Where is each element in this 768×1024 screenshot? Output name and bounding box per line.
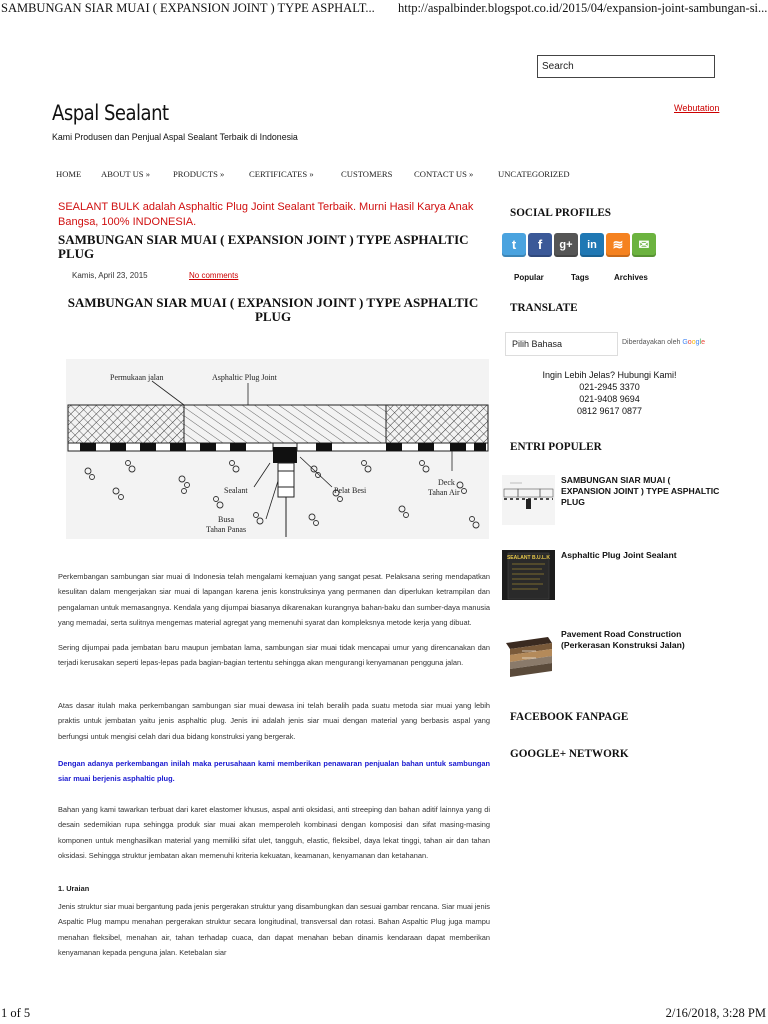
translate-heading: TRANSLATE [510, 302, 578, 314]
site-title[interactable]: Aspal Sealant [52, 101, 169, 125]
expansion-joint-diagram [66, 359, 489, 539]
popular-post-thumbnail[interactable] [502, 475, 555, 525]
article-highlight-paragraph: Dengan adanya perkembangan inilah maka perusahaan kami memberikan penawaran penjualan bahan untuk sambungan siar muai berjenis asphaltic plug. [58, 759, 490, 784]
twitter-icon[interactable]: t [502, 233, 526, 257]
popular-posts-heading: ENTRI POPULER [510, 441, 602, 453]
site-description: Kami Produsen dan Penjual Aspal Sealant Terbaik di Indonesia [52, 132, 298, 142]
linkedin-icon[interactable]: in [580, 233, 604, 257]
email-icon[interactable]: ✉ [632, 233, 656, 257]
section-heading-uraian: 1. Uraian [58, 884, 90, 893]
google-plus-network-heading: GOOGLE+ NETWORK [510, 748, 629, 760]
nav-certificates[interactable]: CERTIFICATES » [249, 169, 314, 179]
article-paragraph: Perkembangan sambungan siar muai di Indonesia telah mengalami kemajuan yang sangat pesat. Pelaksana sering mendapatkan kesulitan dalam mengerjakan siar muai di lapangan karena jenis konstruksinya yang permanen dan diperlukan ketrampilan dan pengalaman untuk memasangnya. Kendala yang dijumpai biasanya dikarenakan kurangnya bahan-baku dan sumber-daya manusia yang memadai, serta sulitnya mengemas material agregat yang memenuhi syarat dan kompleksnya metode kerja yang dibuat. [58, 572, 490, 628]
facebook-fanpage-heading: FACEBOOK FANPAGE [510, 711, 629, 723]
label-sealant: Sealant [224, 486, 248, 495]
popular-post-item[interactable] [502, 629, 722, 679]
article-paragraph: Jenis struktur siar muai bergantung pada jenis pergerakan struktur yang disambungkan dan sesuai gambar rencana. Siar muai jenis Aspaltic Plug mampu menahan pergerakan struktur secara longitudinal, transversal dan rotasi. Bahan Aspaltic Plug juga mampu menahan fleksibel, menahan air, tahan terhadap cuaca, dan dapat menahan beban dinamis kendaraan dapat memberikan kenyamanan kepada penguna jalan. Ketebalan siar [58, 902, 490, 958]
popular-post-thumbnail[interactable] [502, 550, 555, 600]
label-road-surface: Permukaan jalan [110, 373, 164, 382]
facebook-icon[interactable]: f [528, 233, 552, 257]
nav-about-us[interactable]: ABOUT US » [101, 169, 151, 179]
tab-tags[interactable]: Tags [571, 273, 590, 282]
contact-block [502, 369, 717, 417]
popular-post-title[interactable]: SAMBUNGAN SIAR MUAI ( EXPANSION JOINT ) TYPE ASPHALTIC PLUG [561, 475, 720, 507]
post-heading: SAMBUNGAN SIAR MUAI ( EXPANSION JOINT ) TYPE ASPHALTIC PLUG [67, 295, 479, 324]
contact-line: Ingin Lebih Jelas? Hubungi Kami! [542, 370, 677, 380]
print-footer [0, 1006, 768, 1024]
popular-post-item[interactable] [502, 550, 722, 600]
popular-post-thumbnail[interactable] [502, 629, 555, 679]
nav-customers[interactable]: CUSTOMERS [341, 169, 393, 179]
comments-link[interactable]: No comments [189, 271, 239, 280]
popular-post-title[interactable]: Pavement Road Construction (Perkerasan Konstruksi Jalan) [561, 629, 685, 650]
post-date: Kamis, April 23, 2015 [72, 271, 148, 280]
post-title[interactable]: SAMBUNGAN SIAR MUAI ( EXPANSION JOINT ) TYPE ASPHALTIC PLUG [58, 232, 469, 261]
article-paragraph: Sering dijumpai pada jembatan baru maupun jembatan lama, sambungan siar muai tidak mencapai umur yang direncanakan dan terjadi kerusakan seperti lepas-lepas pada bagian-bagian tertentu sehingga akan mengurangi kenyamanan pengguna jalan. [58, 643, 490, 668]
popular-post-title[interactable]: Asphaltic Plug Joint Sealant [561, 550, 677, 560]
label-waterproof: Tahan Air [428, 488, 460, 497]
article-paragraph: Atas dasar itulah maka perkembangan sambungan siar muai dewasa ini telah beralih pada suatu metoda siar muai yang lebih praktis untuk jembatan yaitu jenis asphaltic plug. Jenis ini adalah jenis siar muai dengan material yang berbasis aspal yang berfungsi untuk mengisi celah dari dua bidang konstruksi yang bergerak. [58, 701, 490, 741]
print-page-title: SAMBUNGAN SIAR MUAI ( EXPANSION JOINT ) TYPE ASPHALT... [1, 1, 375, 15]
article-paragraph: Bahan yang kami tawarkan terbuat dari karet elastomer khusus, aspal anti oksidasi, anti streeping dan bahan aditif lainnya yang di desain sedemikian rupa sehingga produk siar muai akan memperoleh kombinasi dengan komposisi dan sifat masing-masing komponen untuk menghasilkan material yang memiliki sifat ulet, tangguh, elastic, fleksibel, daya lekat tinggi, tahan air dan tahan oksidasi. Sehingga struktur jembatan akan memenuhi kriteria kekuatan, keamanan, kenyamanan dan ketahanan. [58, 805, 490, 861]
label-heat-resistant: Tahan Panas [206, 525, 247, 534]
tab-archives[interactable]: Archives [614, 273, 648, 282]
webutation-link[interactable]: Webutation [674, 103, 720, 113]
print-header [0, 0, 768, 18]
nav-contact-us[interactable]: CONTACT US » [414, 169, 474, 179]
nav-uncategorized[interactable]: UNCATEGORIZED [498, 169, 570, 179]
google-plus-icon[interactable]: g+ [554, 233, 578, 257]
label-asphaltic-plug: Asphaltic Plug Joint [212, 373, 277, 382]
print-page-url: http://aspalbinder.blogspot.co.id/2015/04/expansion-joint-sambungan-si... [398, 1, 768, 15]
language-select[interactable]: Pilih Bahasa [505, 332, 618, 356]
label-foam: Busa [218, 515, 234, 524]
print-datetime: 2/16/2018, 3:28 PM [665, 1006, 766, 1020]
label-steel-plate: Pelat Besi [334, 486, 367, 495]
popular-post-item[interactable] [502, 475, 722, 525]
search-input[interactable]: Search [537, 55, 715, 78]
phone-number: 021-9408 9694 [579, 394, 640, 404]
nav-products[interactable]: PRODUCTS » [173, 169, 225, 179]
promo-banner[interactable]: SEALANT BULK adalah Asphaltic Plug Joint Sealant Terbaik. Murni Hasil Karya Anak Bangsa, 100% INDONESIA. [58, 201, 474, 228]
social-profiles-heading: SOCIAL PROFILES [510, 207, 612, 219]
tab-popular[interactable]: Popular [514, 273, 544, 282]
powered-by-google: Diberdayakan oleh Google [622, 339, 705, 346]
label-deck: Deck [438, 478, 455, 487]
print-page-number: 1 of 5 [1, 1006, 31, 1020]
nav-home[interactable]: HOME [56, 169, 82, 179]
thumbnail-product-label: SEALANT B.U.L.K [506, 555, 551, 561]
phone-number: 021-2945 3370 [579, 382, 640, 392]
rss-icon[interactable]: ≋ [606, 233, 630, 257]
phone-number: 0812 9617 0877 [576, 406, 643, 416]
